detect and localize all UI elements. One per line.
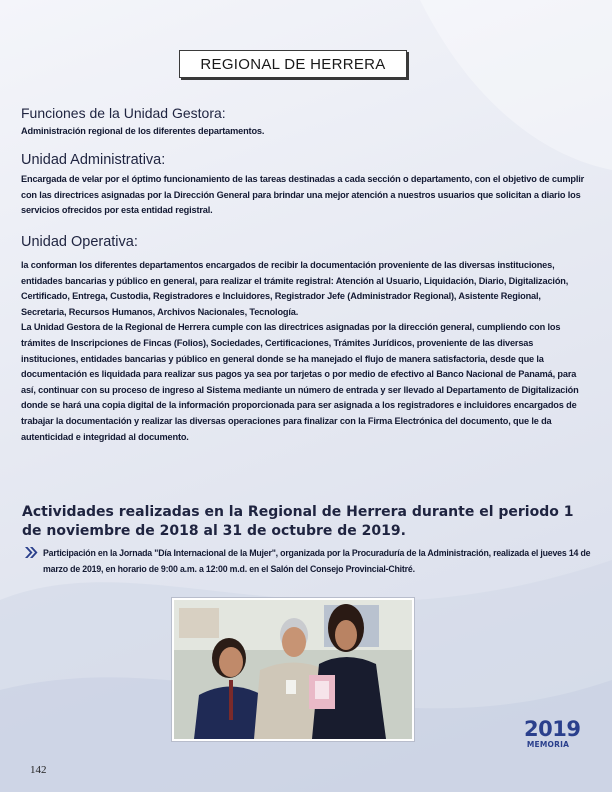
section-body-funciones (21, 124, 587, 140)
page-number: 142 (30, 764, 47, 776)
memoria-2019-logo (524, 717, 581, 752)
paragraph: la conforman los diferentes departamentos encargados de recibir la documentación proveniente de las diversas instituciones, entidades bancarias y público en general, para realizar el trámite registral: Atención al Usuario, Liquidación, Diario, Digitalización, Certificado, Entrega, Custodia, Registradores e Incluidores, Registrador Jefe (Administrador Regional), Asistente Regional, Secretaria, Recursos Humanos, Archivos Nacionales, Tecnología. (21, 260, 569, 317)
section-body-operativa (21, 258, 587, 445)
logo-word: MEMORIA (526, 740, 570, 749)
paragraph: Administración regional de los diferentes departamentos. (21, 126, 265, 136)
activity-item-text: Participación en la Jornada "Día Internacional de la Mujer", organizada por la Procuraduría de la Administración, realizada el jueves 14 de marzo de 2019, en horario de 9:00 a.m. a 12:00 m.d. en el Salón del Consejo Provincial-Chitré. (43, 548, 591, 574)
logo-year: 2019 (524, 717, 581, 741)
activity-item (24, 546, 594, 577)
paragraph: La Unidad Gestora de la Regional de Herrera cumple con las directrices asignadas por la dirección general, cumpliendo con los trámites de Inscripciones de Fincas (Folios), Sociedades, Certificaciones, Trámites Jurídicos, proveniente de las diversas instituciones, entidades bancarias y público en general donde se ha manejado el flujo de manera satisfactoria, desde que la documentación es liquidada para realizar sus pagos ya sea por tarjetas o por medio de efectivo al Banco Nacional de Panamá, para así, continuar con su proceso de ingreso al Sistema mediante un número de entrada y ser llevado al Departamento de Digitalización donde se hará una copia digital de la información proporcionada para ser asignada a los registradores e incluidores encargados de trabajar la documentación y realizar las diversas operaciones para finalizar con la Firma Electrónica del documento, que le da autenticidad e integridad al documento. (21, 322, 579, 442)
section-heading-operativa: Unidad Operativa: (21, 234, 138, 250)
photo-illustration (174, 600, 412, 739)
section-heading-funciones: Funciones de la Unidad Gestora: (21, 105, 226, 121)
page-title: REGIONAL DE HERRERA (179, 50, 407, 78)
section-body-administrativa (21, 172, 587, 219)
event-photo (172, 598, 414, 741)
section-heading-administrativa: Unidad Administrativa: (21, 152, 166, 168)
paragraph: Encargada de velar por el óptimo funcionamiento de las tareas destinadas a cada sección o departamento, con el objetivo de cumplir con las directrices asignadas por la Dirección General para brindar una mejor atención a nuestros usuarios que solicitan a diario los servicios ofrecidos por esta entidad registral. (21, 174, 585, 216)
activities-heading: Actividades realizadas en la Regional de Herrera durante el periodo 1 de noviembre de 2018 al 31 de octubre de 2019. (22, 504, 574, 539)
double-chevron-right-icon (24, 546, 39, 559)
